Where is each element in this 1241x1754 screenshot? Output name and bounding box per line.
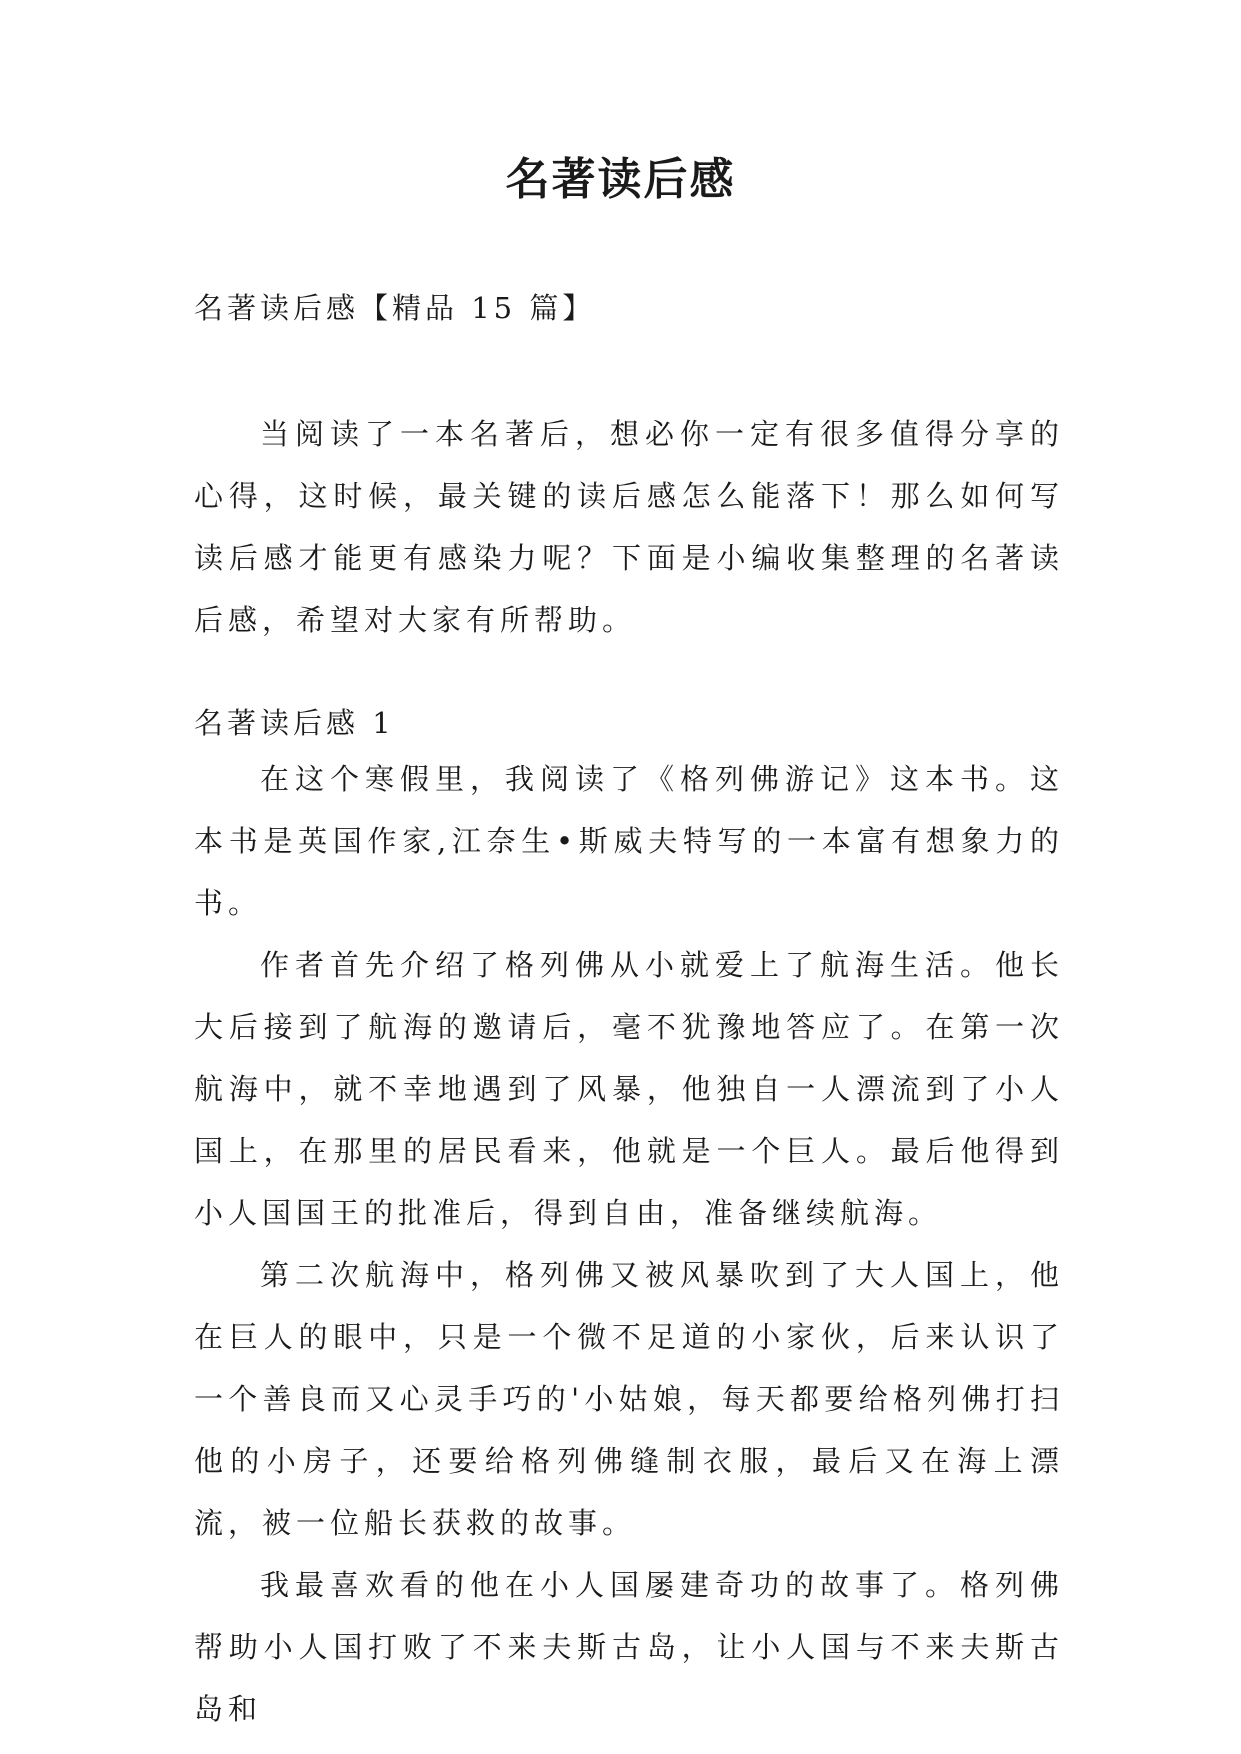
document-subtitle: 名著读后感【精品 15 篇】 [194,291,596,325]
section-title: 名著读后感 1 [194,706,395,740]
document-title: 名著读后感 [505,154,736,205]
body-paragraph-3: 第二次航海中，格列佛又被风暴吹到了大人国上，他在巨人的眼中，只是一个微不足道的小家伙，后来认识了一个善良而又心灵手巧的'小姑娘，每天都要给格列佛打扫他的小房子，还要给格列佛缝制衣服，最后又在海上漂流，被一位船长获救的故事。 [194,1258,1064,1540]
section-body [194,748,1064,1740]
body-paragraph-1: 在这个寒假里，我阅读了《格列佛游记》这本书。这本书是英国作家,江奈生•斯威夫特写的一本富有想象力的书。 [194,762,1064,920]
body-paragraph-4: 我最喜欢看的他在小人国屡建奇功的故事了。格列佛帮助小人国打败了不来夫斯古岛，让小人国与不来夫斯古岛和 [194,1568,1064,1726]
intro-paragraph: 当阅读了一本名著后，想必你一定有很多值得分享的心得，这时候，最关键的读后感怎么能落下！那么如何写读后感才能更有感染力呢？下面是小编收集整理的名著读后感，希望对大家有所帮助。 [194,417,1064,637]
intro-block [194,403,1064,651]
body-paragraph-2: 作者首先介绍了格列佛从小就爱上了航海生活。他长大后接到了航海的邀请后，毫不犹豫地答应了。在第一次航海中，就不幸地遇到了风暴，他独自一人漂流到了小人国上，在那里的居民看来，他就是一个巨人。最后他得到小人国国王的批准后，得到自由，准备继续航海。 [194,948,1064,1230]
